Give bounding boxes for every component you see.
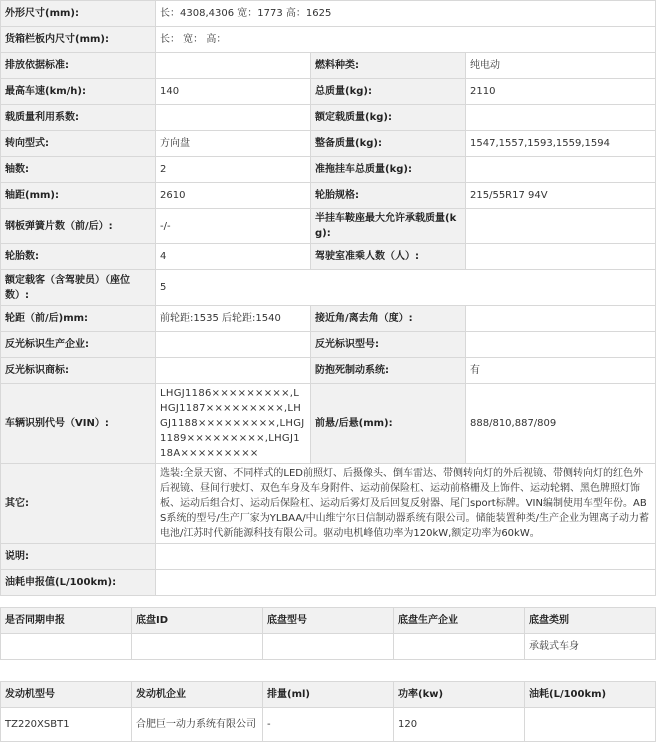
seats-label: 额定载客（含驾驶员）（座位数）: (1, 270, 156, 306)
dimensions-value: 长：4308,4306 宽：1773 高：1625 (156, 1, 656, 27)
dimensions-label: 外形尺寸(mm): (1, 1, 156, 27)
cargo-box-value: 长： 宽： 高： (156, 27, 656, 53)
chassis-header: 底盘生产企业 (394, 608, 525, 634)
overhang-label: 前悬/后悬(mm): (311, 384, 466, 464)
engine-cell (525, 708, 656, 742)
load-utilization-value (156, 105, 311, 131)
steering-label: 转向型式: (1, 131, 156, 157)
tow-mass-value (466, 157, 656, 183)
steering-value: 方向盘 (156, 131, 311, 157)
axles-label: 轴数: (1, 157, 156, 183)
curb-mass-value: 1547,1557,1593,1559,1594 (466, 131, 656, 157)
emission-basis-value (156, 53, 311, 79)
wheelbase-label: 轴距(mm): (1, 183, 156, 209)
wheelbase-value: 2610 (156, 183, 311, 209)
chassis-cell (394, 634, 525, 660)
tire-spec-label: 轮胎规格: (311, 183, 466, 209)
approach-departure-value (466, 306, 656, 332)
abs-value: 有 (466, 358, 656, 384)
approach-departure-label: 接近角/离去角（度）: (311, 306, 466, 332)
total-mass-label: 总质量(kg): (311, 79, 466, 105)
saddle-load-value (466, 209, 656, 244)
cab-passengers-label: 驾驶室准乘人数（人）: (311, 244, 466, 270)
overhang-value: 888/810,887/809 (466, 384, 656, 464)
chassis-cell: 承载式车身 (525, 634, 656, 660)
reflector-model-label: 反光标识型号: (311, 332, 466, 358)
engine-header: 排量(ml) (263, 682, 394, 708)
abs-label: 防抱死制动系统: (311, 358, 466, 384)
rated-load-label: 额定载质量(kg): (311, 105, 466, 131)
reflector-maker-value (156, 332, 311, 358)
engine-cell: 120 (394, 708, 525, 742)
leaf-springs-value: -/- (156, 209, 311, 244)
engine-header: 发动机型号 (1, 682, 132, 708)
fuel-consumption-value (156, 570, 656, 596)
other-label: 其它: (1, 464, 156, 544)
cab-passengers-value (466, 244, 656, 270)
reflector-maker-label: 反光标识生产企业: (1, 332, 156, 358)
vin-value: LHGJ1186×××××××××,LHGJ1187×××××××××,LHGJ1188×××××××××,LHGJ1189×××××××××,LHGJ118A××××××××× (156, 384, 311, 464)
chassis-table (0, 607, 656, 660)
engine-table (0, 681, 656, 742)
track-value: 前轮距:1535 后轮距:1540 (156, 306, 311, 332)
description-label: 说明: (1, 544, 156, 570)
fuel-consumption-label: 油耗申报值(L/100km): (1, 570, 156, 596)
engine-header: 功率(kw) (394, 682, 525, 708)
chassis-cell (1, 634, 132, 660)
axles-value: 2 (156, 157, 311, 183)
emission-basis-label: 排放依据标准: (1, 53, 156, 79)
engine-header: 油耗(L/100km) (525, 682, 656, 708)
max-speed-value: 140 (156, 79, 311, 105)
engine-cell: TZ220XSBT1 (1, 708, 132, 742)
other-value: 选装:全景天窗、不同样式的LED前照灯、后摄像头、倒车雷达、带侧转向灯的外后视镜、带侧转向灯的红色外后视镜、昼间行驶灯、双色车身及车身附件、运动前保险杠、运动前格栅及上饰件、运动轮辋、黑色牌照灯饰板、运动后组合灯、运动后保险杠、运动后雾灯及后回复反射器、尾门sport标牌。VIN编制使用车型年份。ABS系统的型号/生产厂家为YLBAA/中山维宁尔日信制动器系统有限公司。储能装置种类/生产企业为锂离子动力蓄电池/江苏时代新能源科技有限公司。驱动电机峰值功率为120kW,额定功率为60kW。 (156, 464, 656, 544)
track-label: 轮距（前/后)mm: (1, 306, 156, 332)
rated-load-value (466, 105, 656, 131)
saddle-load-label: 半挂车鞍座最大允许承载质量(kg): (311, 209, 466, 244)
chassis-header: 底盘ID (132, 608, 263, 634)
curb-mass-label: 整备质量(kg): (311, 131, 466, 157)
tow-mass-label: 准拖挂车总质量(kg): (311, 157, 466, 183)
reflector-brand-value (156, 358, 311, 384)
chassis-header: 是否同期申报 (1, 608, 132, 634)
engine-cell: - (263, 708, 394, 742)
total-mass-value: 2110 (466, 79, 656, 105)
engine-header: 发动机企业 (132, 682, 263, 708)
fuel-type-label: 燃料种类: (311, 53, 466, 79)
reflector-brand-label: 反光标识商标: (1, 358, 156, 384)
leaf-springs-label: 钢板弹簧片数（前/后）: (1, 209, 156, 244)
seats-value: 5 (156, 270, 656, 306)
tire-spec-value: 215/55R17 94V (466, 183, 656, 209)
engine-cell: 合肥巨一动力系统有限公司 (132, 708, 263, 742)
chassis-header: 底盘型号 (263, 608, 394, 634)
chassis-header: 底盘类别 (525, 608, 656, 634)
load-utilization-label: 载质量利用系数: (1, 105, 156, 131)
tire-count-label: 轮胎数: (1, 244, 156, 270)
chassis-cell (263, 634, 394, 660)
tire-count-value: 4 (156, 244, 311, 270)
cargo-box-label: 货箱栏板内尺寸(mm): (1, 27, 156, 53)
vin-label: 车辆识别代号（VIN）: (1, 384, 156, 464)
max-speed-label: 最高车速(km/h): (1, 79, 156, 105)
reflector-model-value (466, 332, 656, 358)
fuel-type-value: 纯电动 (466, 53, 656, 79)
chassis-cell (132, 634, 263, 660)
description-value (156, 544, 656, 570)
